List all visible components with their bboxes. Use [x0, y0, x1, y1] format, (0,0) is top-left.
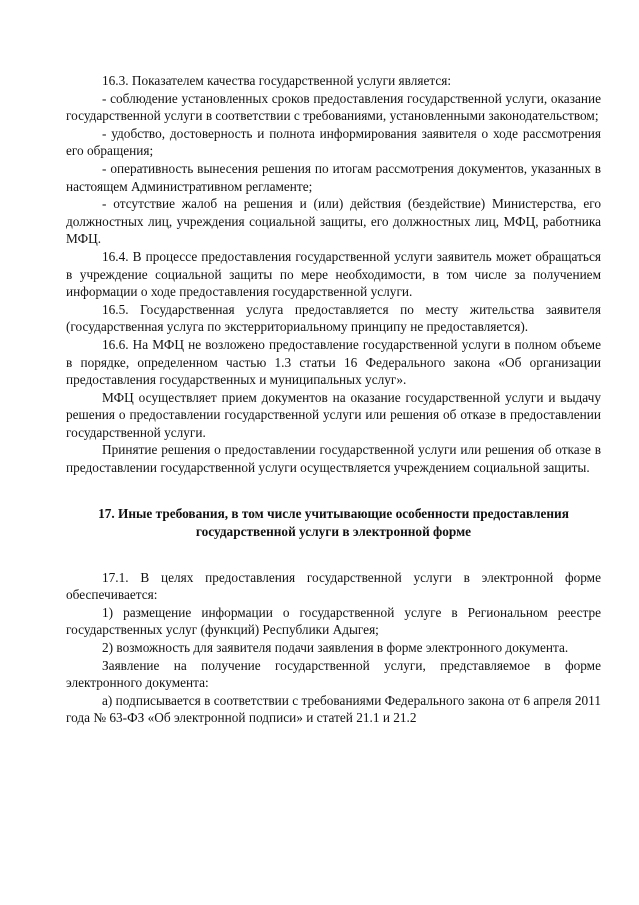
paragraph-bullet-complaints: - отсутствие жалоб на решения и (или) действия (бездействие) Министерства, его должностных лиц, учреждения социальной защиты, его должностных лиц, МФЦ, работника МФЦ.	[66, 196, 601, 247]
paragraph-application: Заявление на получение государственной услуги, представляемое в форме электронного документа:	[66, 657, 601, 691]
paragraph-item-1: 1) размещение информации о государственной услуге в Региональном реестре государственных услуг (функций) Республики Адыгея;	[66, 604, 601, 638]
paragraph-bullet-deadlines: - соблюдение установленных сроков предоставления государственной услуги, оказание государственной услуги в соответствии с требованиями, установленными законодательством;	[66, 90, 601, 124]
paragraph-16-5: 16.5. Государственная услуга предоставляется по месту жительства заявителя (государственная услуга по экстерриториальному принципу не предоставляется).	[66, 301, 601, 335]
document-body	[66, 72, 601, 727]
paragraph-item-2: 2) возможность для заявителя подачи заявления в форме электронного документа.	[102, 640, 569, 656]
paragraph-mfc-reception: МФЦ осуществляет прием документов на оказание государственной услуги и выдачу решения о предоставлении государственной услуги или решения об отказе в предоставлении государственной услуги.	[66, 389, 601, 440]
paragraph-bullet-decision: - оперативность вынесения решения по итогам рассмотрения документов, указанных в настоящем Административном регламенте;	[66, 160, 601, 194]
paragraph-16-6: 16.6. На МФЦ не возложено предоставление государственной услуги в полном объеме в порядке, определенном частью 1.3 статьи 16 Федерального закона «Об организации предоставления государственных и муниципальных услуг».	[66, 336, 601, 388]
section-heading-17	[66, 505, 601, 541]
paragraph-16-4: 16.4. В процессе предоставления государственной услуги заявитель может обращаться в учреждение социальной защиты по мере необходимости, в том числе за получением информации о ходе предоставления государственной услуги.	[66, 248, 601, 300]
section-heading-17-line1: 17. Иные требования, в том числе учитывающие особенности предоставления	[98, 505, 569, 521]
paragraph-17-1: 17.1. В целях предоставления государственной услуги в электронной форме обеспечивается:	[66, 569, 601, 603]
paragraph-bullet-informing: - удобство, достоверность и полнота информирования заявителя о ходе рассмотрения его обращения;	[66, 125, 601, 159]
paragraph-item-a: а) подписывается в соответствии с требованиями Федерального закона от 6 апреля 2011 года № 63-ФЗ «Об электронной подписи» и статей 21.1 и 21.2	[66, 692, 601, 726]
section-heading-17-line2: государственной услуги в электронной форме	[195, 523, 472, 539]
paragraph-decision-making: Принятие решения о предоставлении государственной услуги или решения об отказе в предоставлении государственной услуги осуществляется учреждением социальной защиты.	[66, 442, 601, 476]
paragraph-16-3: 16.3. Показателем качества государственной услуги является:	[102, 73, 452, 88]
